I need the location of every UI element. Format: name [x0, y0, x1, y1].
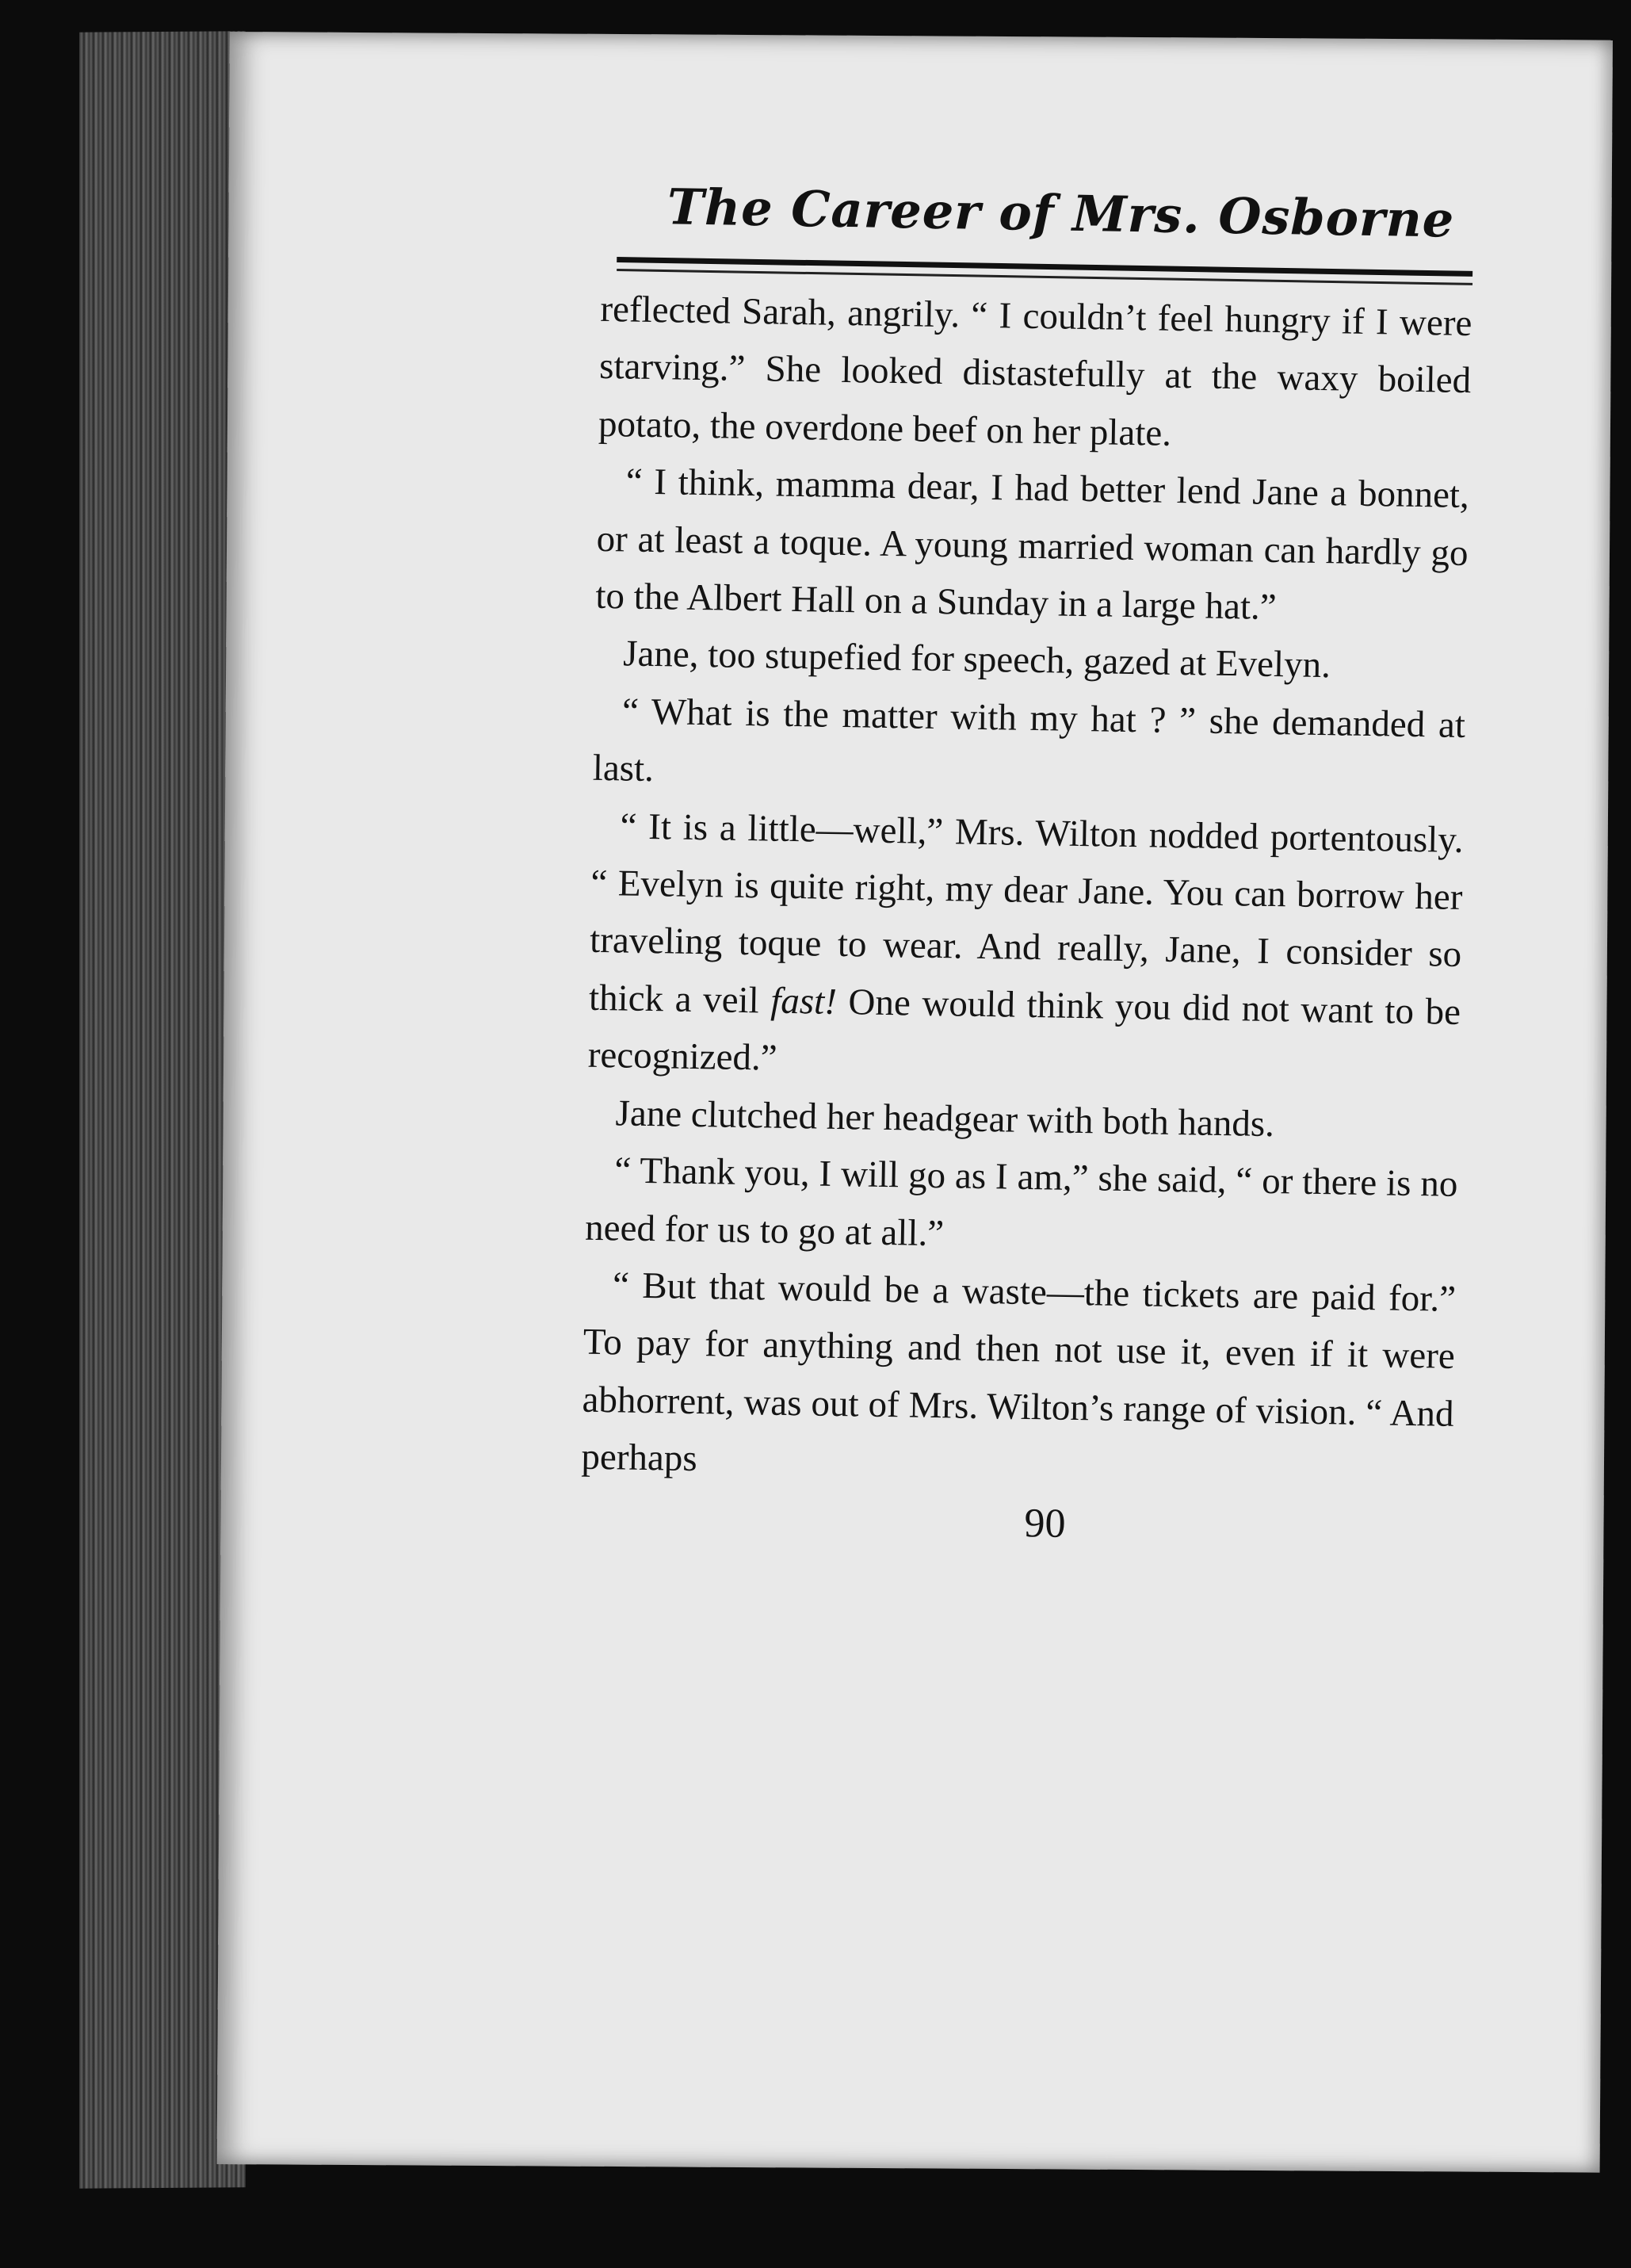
- running-head: The Career of Mrs. Osborne: [667, 178, 1455, 249]
- paragraph-text: “ It is a little—well,” Mrs. Wilton nodded portentously. “ Evelyn is quite right, my dear Jane. You can borrow her traveling toque to wear. And really, Jane, I consider so thick a veil: [588, 805, 1464, 1022]
- paragraph: [587, 797, 1464, 1098]
- paragraph: Jane clutched her headgear with both hands.: [615, 1092, 1275, 1145]
- header-rule-thick: [617, 257, 1472, 277]
- paragraph: “ Thank you, I will go as I am,” she said, “ or there is no need for us to go at all.”: [584, 1149, 1458, 1254]
- paragraph: reflected Sarah, angrily. “ I couldn’t feel hungry if I were starving.” She looked distastefully at the waxy boiled potato, the overdone beef on her plate.: [598, 288, 1472, 454]
- paragraph: Jane, too stupefied for speech, gazed at Evelyn.: [622, 633, 1331, 687]
- page-number: 90: [1024, 1500, 1066, 1547]
- book-page: [217, 32, 1613, 2173]
- paragraph: “ What is the matter with my hat ? ” she demanded at last.: [592, 690, 1466, 790]
- paragraph: “ I think, mamma dear, I had better lend Jane a bonnet, or at least a toque. A young married woman can hardly go to the Albert Hall on a Sunday in a large hat.”: [595, 461, 1470, 629]
- italic-word: fast!: [770, 980, 838, 1023]
- body-text: [581, 281, 1472, 1501]
- paragraph: “ But that would be a waste—the tickets are paid for.” To pay for anything and then not use it, even if it were abhorrent, was out of Mrs. Wilton’s range of vision. “ And perhaps: [581, 1264, 1457, 1480]
- text-block: [581, 177, 1473, 1549]
- paragraph-text: One would think you did not want to be recognized.”: [587, 981, 1461, 1079]
